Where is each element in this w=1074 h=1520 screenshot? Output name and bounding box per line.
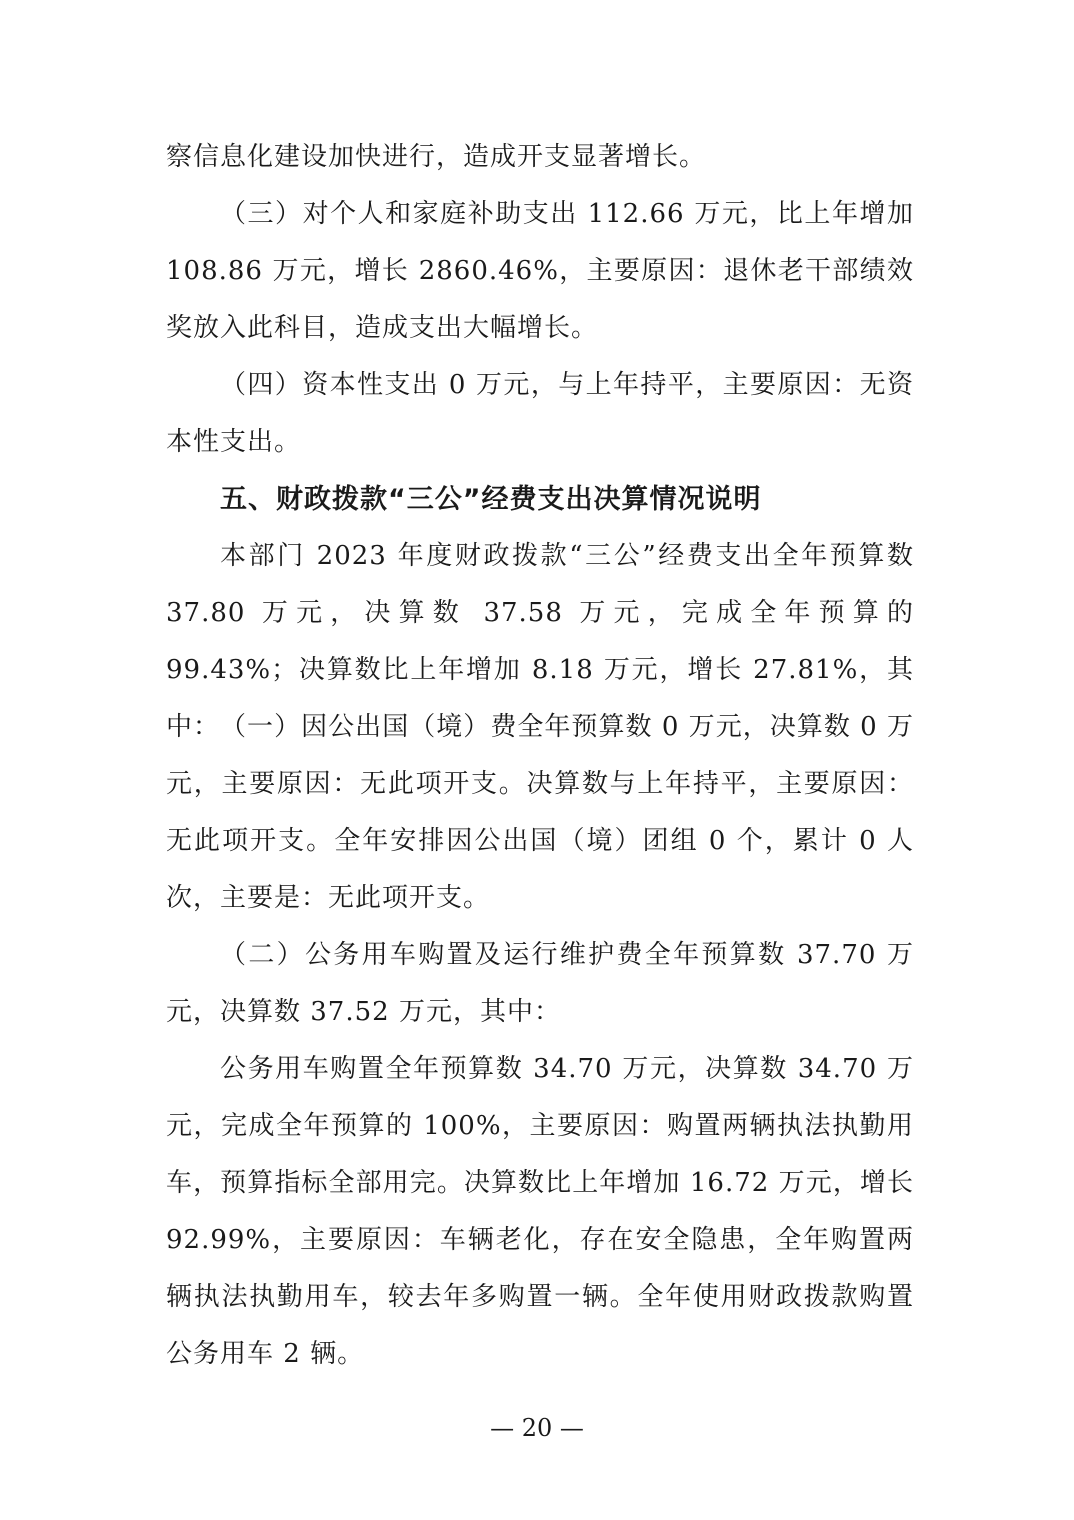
paragraph-capital-expenditure: （四）资本性支出 0 万元，与上年持平，主要原因：无资本性支出。 [166,370,914,457]
paragraph-personal-family-subsidy: （三）对个人和家庭补助支出 112.66 万元，比上年增加 108.86 万元，增长 2860.46%，主要原因：退休老干部绩效奖放入此科目，造成支出大幅增长。 [166,199,914,343]
paragraph-three-public-overview: 本部门 2023 年度财政拨款“三公”经费支出全年预算数 37.80 万元，决算数 37.58 万元，完成全年预算的 99.43%；决算数比上年增加 8.18 万元，增长 27.81%，其中： [166,541,914,742]
paragraph-continuation: 察信息化建设加快进行，造成开支显著增长。 [166,142,707,172]
section-heading-three-public-expenses: 五、财政拨款“三公”经费支出决算情况说明 [220,484,762,515]
paragraph-official-vehicles: （二）公务用车购置及运行维护费全年预算数 37.70 万元，决算数 37.52 万元，其中： [166,940,914,1027]
page-number: — 20 — [490,1414,584,1442]
paragraph-overseas-travel: （一）因公出国（境）费全年预算数 0 万元，决算数 0 万元，主要原因：无此项开支。决算数与上年持平，主要原因：无此项开支。全年安排因公出国（境）团组 0 个，累计 0 人次，主要是：无此项开支。 [166,712,914,913]
paragraph-vehicle-purchase: 公务用车购置全年预算数 34.70 万元，决算数 34.70 万元，完成全年预算的 100%，主要原因：购置两辆执法执勤用车，预算指标全部用完。决算数比上年增加 16.72 万元，增长 92.99%，主要原因：车辆老化，存在安全隐患，全年购置两辆执法执勤用车，较去年多购置一辆。全年使用财政拨款购置公务用车 2 辆。 [166,1054,914,1369]
